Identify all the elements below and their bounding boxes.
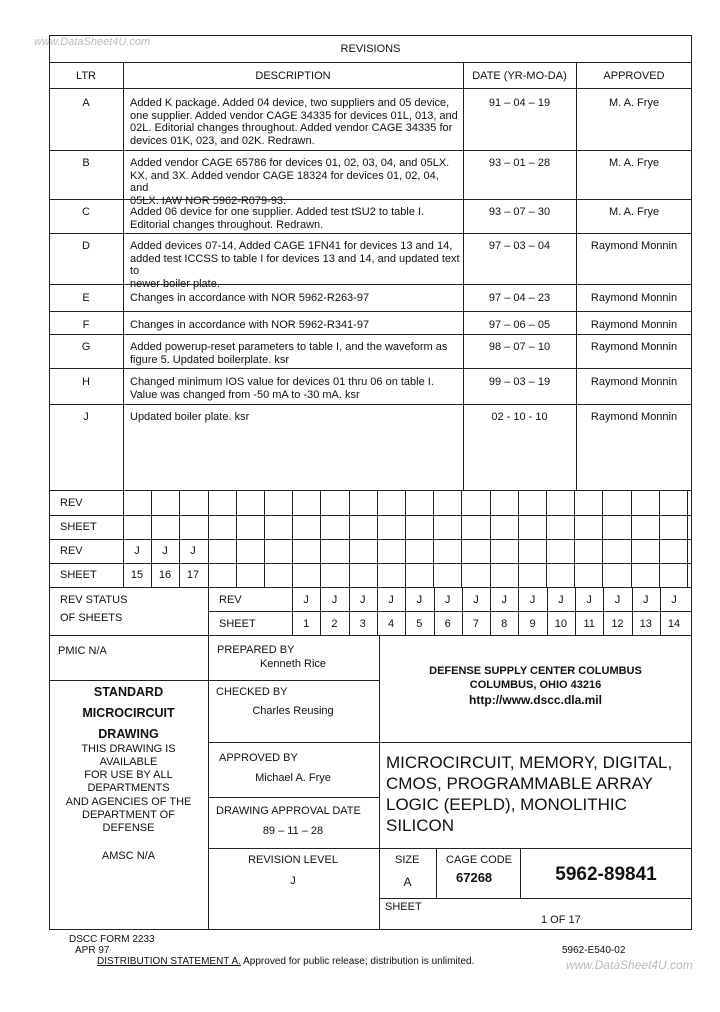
revision-level: J (290, 875, 296, 887)
approved-by-label: APPROVED BY (219, 752, 298, 764)
rev-status-rev-cell: J (359, 594, 366, 606)
grid-line (433, 490, 434, 587)
doc-number: 5962-E540-02 (562, 945, 626, 956)
availability-text: DEPARTMENTS (87, 782, 170, 794)
grid-rev-cell: J (134, 545, 140, 557)
divider (208, 742, 692, 743)
rev-date: 93 – 01 – 28 (488, 157, 551, 169)
pmic: PMIC N/A (58, 645, 107, 657)
divider (208, 680, 379, 681)
rev-status-rev-cell: J (558, 594, 564, 606)
rev-approved: Raymond Monnin (590, 376, 678, 388)
rev-date: 91 – 04 – 19 (488, 97, 551, 109)
rev-status-rev-cell: J (473, 594, 479, 606)
rev-description: Changes in accordance with NOR 5962-R341-97 (130, 319, 370, 331)
divider (49, 284, 692, 285)
grid-sheet-cell: 16 (158, 569, 172, 581)
rev-status-rev-cell: J (614, 594, 621, 606)
rev-status-sheet-cell: 6 (444, 618, 451, 630)
rev-status-rev-cell: J (586, 594, 592, 606)
divider (49, 150, 692, 151)
rev-status-rev-cell: J (388, 594, 394, 606)
grid-line (405, 490, 406, 587)
divider (208, 797, 379, 798)
rev-status-sheet-cell: 10 (554, 618, 567, 630)
rev-status-rev-cell: J (444, 594, 451, 606)
divider (379, 898, 692, 899)
rev-status-rev-cell: J (331, 594, 338, 606)
grid-sheet-cell: 17 (186, 569, 200, 581)
rev-date: 93 – 07 – 30 (488, 206, 551, 218)
divider (49, 199, 692, 200)
rev-status-sheet-cell: 14 (667, 618, 681, 630)
grid-sheet-cell: 15 (130, 569, 144, 581)
rev-status-rev-cell: J (416, 594, 423, 606)
grid-sheet-label: SHEET (60, 569, 97, 581)
revision-level-label: REVISION LEVEL (248, 854, 338, 866)
prepared-by-label: PREPARED BY (217, 644, 295, 656)
availability-text: DEFENSE (102, 822, 155, 834)
approval-date: 89 – 11 – 28 (262, 825, 324, 837)
col-divider (576, 62, 577, 490)
agency-url: http://www.dscc.dla.mil (469, 693, 602, 707)
rev-ltr: F (82, 319, 90, 331)
revisions-title: REVISIONS (340, 43, 401, 55)
col-divider (436, 848, 437, 898)
rev-date: 97 – 06 – 05 (488, 319, 551, 331)
availability-text: THIS DRAWING IS (81, 743, 176, 755)
grid-line (264, 490, 265, 587)
rev-approved: Raymond Monnin (590, 319, 678, 331)
amsc: AMSC N/A (101, 850, 156, 862)
rev-ltr: A (82, 97, 90, 109)
grid-line (574, 490, 575, 587)
rev-approved: Raymond Monnin (590, 341, 678, 353)
divider (49, 88, 692, 89)
grid-rev-label: REV (60, 545, 83, 557)
form-number: DSCC FORM 2233 (69, 934, 155, 945)
grid-line (377, 490, 378, 587)
watermark-bottom: www.DataSheet4U.com (566, 958, 693, 972)
availability-text: FOR USE BY ALL (84, 769, 173, 781)
rev-ltr: J (83, 411, 89, 423)
rev-status-sheet-cell: 3 (359, 618, 366, 630)
rev-status-rev-cell: J (529, 594, 536, 606)
rev-description: Added vendor CAGE 65786 for devices 01, 02, 03, 04, and 05LX. KX, and 3X. Added vendor CAGE 18324 for devices 01, 02, 04, and 05LX. IAW NOR 5962-R079-93. (130, 157, 450, 207)
rev-description: Changes in accordance with NOR 5962-R263-97 (130, 292, 370, 304)
divider (49, 539, 692, 540)
header-date: DATE (YR-MO-DA) (472, 70, 567, 82)
rev-approved: Raymond Monnin (590, 411, 678, 423)
rev-ltr: C (82, 206, 90, 218)
rev-approved: Raymond Monnin (590, 240, 678, 252)
sheet-label: SHEET (385, 901, 422, 913)
grid-line (461, 490, 462, 587)
rev-status-sheet-cell: 7 (472, 618, 479, 630)
rev-status-rev-cell: J (501, 594, 507, 606)
rev-date: 97 – 04 – 23 (488, 292, 551, 304)
rev-status-sheet-cell: 13 (639, 618, 652, 630)
rev-ltr: H (82, 376, 90, 388)
rev-description: Added 06 device for one supplier. Added test tSU2 to table I. Editorial changes throughout. Redrawn. (130, 206, 425, 231)
rev-date: 97 – 03 – 04 (488, 240, 551, 252)
rev-status-rev-cell: J (671, 594, 677, 606)
rev-status-rev-label: REV (219, 594, 242, 606)
grid-line (546, 490, 547, 587)
grid-line (236, 490, 237, 587)
cage-code-value: 67268 (456, 870, 493, 885)
standard-title: DRAWING (98, 727, 159, 741)
rev-description: Added devices 07-14, Added CAGE 1FN41 for devices 13 and 14, added test ICCSS to table I for devices 13 and 14, and updated text to newer boiler plate. (130, 240, 460, 290)
divider (49, 515, 692, 516)
grid-line (490, 490, 491, 587)
header-approved: APPROVED (603, 70, 665, 82)
size-value: A (403, 875, 412, 889)
divider (49, 404, 692, 405)
divider (49, 635, 692, 636)
rev-status-rev-cell: J (642, 594, 649, 606)
rev-approved: Raymond Monnin (590, 292, 678, 304)
grid-line (659, 490, 660, 587)
grid-rev-cell: J (190, 545, 196, 557)
cage-code-label: CAGE CODE (446, 854, 513, 866)
rev-status-label: OF SHEETS (60, 612, 123, 624)
divider (49, 587, 692, 588)
divider (49, 680, 208, 681)
approved-by: Michael A. Frye (255, 772, 331, 784)
grid-line (602, 490, 603, 587)
rev-approved: M. A. Frye (608, 97, 660, 109)
standard-title: MICROCIRCUIT (82, 706, 175, 720)
size-label: SIZE (395, 854, 420, 866)
rev-date: 99 – 03 – 19 (488, 376, 551, 388)
rev-ltr: B (82, 157, 90, 169)
rev-description: Changed minimum IOS value for devices 01 thru 06 on table I. Value was changed from -50 mA to -30 mA. ksr (130, 376, 434, 401)
agency-name: DEFENSE SUPPLY CENTER COLUMBUS (429, 665, 642, 677)
rev-ltr: E (82, 292, 90, 304)
rev-status-sheet-cell: 5 (416, 618, 423, 630)
approval-date-label: DRAWING APPROVAL DATE (216, 805, 361, 817)
prepared-by: Kenneth Rice (259, 658, 327, 670)
distribution-statement (97, 955, 474, 968)
divider (49, 62, 692, 63)
agency-address: COLUMBUS, OHIO 43216 (469, 679, 602, 691)
rev-date: 02 - 10 - 10 (491, 411, 548, 423)
divider (49, 563, 692, 564)
checked-by: Charles Reusing (252, 705, 334, 717)
rev-description: Added powerup-reset parameters to table I, and the waveform as figure 5. Updated boilerplate. ksr (130, 341, 448, 366)
rev-ltr: D (82, 240, 90, 252)
divider (208, 611, 692, 612)
availability-text: AVAILABLE (99, 756, 158, 768)
rev-status-sheet-cell: 1 (303, 618, 310, 630)
col-divider (463, 62, 464, 490)
rev-date: 98 – 07 – 10 (488, 341, 551, 353)
standard-title: STANDARD (93, 685, 164, 699)
rev-status-sheet-cell: 4 (387, 618, 395, 630)
rev-approved: M. A. Frye (608, 157, 660, 169)
rev-description: Updated boiler plate. ksr (130, 411, 250, 423)
grid-line (687, 490, 688, 587)
availability-text: DEPARTMENT OF (82, 809, 175, 821)
rev-status-sheet-cell: 12 (611, 618, 624, 630)
form-date: APR 97 (75, 945, 110, 956)
rev-description: Added K package. Added 04 device, two suppliers and 05 device, one supplier. Added vendor CAGE 34335 for devices 01L, 013, and 02L. Editorial changes throughout. Added vendor CAGE 34335 for devices 01K, 023, and 02K. Redrawn. (130, 97, 458, 147)
rev-status-sheet-cell: 2 (331, 618, 338, 630)
grid-line (320, 490, 321, 587)
grid-line (631, 490, 632, 587)
sheet-value: 1 OF 17 (541, 914, 581, 926)
rev-approved: M. A. Frye (608, 206, 660, 218)
checked-by-label: CHECKED BY (216, 686, 288, 698)
drawing-title-line: CMOS, PROGRAMMABLE ARRAY (386, 774, 654, 793)
drawing-number: 5962-89841 (555, 864, 657, 885)
header-description: DESCRIPTION (255, 70, 331, 82)
rev-status-sheet-cell: 11 (583, 618, 595, 630)
grid-line (349, 490, 350, 587)
drawing-title-line: LOGIC (EEPLD), MONOLITHIC (386, 795, 627, 814)
divider (49, 368, 692, 369)
divider (49, 311, 692, 312)
divider (208, 848, 692, 849)
distribution-text: Approved for public release; distribution is unlimited. (240, 956, 475, 967)
drawing-title-line: MICROCIRCUIT, MEMORY, DIGITAL, (386, 753, 673, 772)
availability-text: AND AGENCIES OF THE (65, 796, 192, 808)
grid-rev-cell: J (162, 545, 168, 557)
rev-ltr: G (81, 341, 91, 353)
drawing-title-line: SILICON (386, 816, 455, 835)
divider (49, 233, 692, 234)
divider (49, 490, 692, 491)
distribution-label: DISTRIBUTION STATEMENT A. (97, 956, 241, 967)
rev-status-sheet-label: SHEET (219, 618, 256, 630)
divider (49, 334, 692, 335)
watermark-top: www.DataSheet4U.com (34, 36, 151, 48)
rev-status-sheet-cell: 9 (529, 618, 536, 630)
grid-line (292, 490, 293, 587)
grid-sheet-label: SHEET (60, 521, 97, 533)
header-ltr: LTR (76, 70, 96, 82)
col-divider (123, 62, 124, 490)
grid-line (518, 490, 519, 587)
grid-line (208, 490, 209, 587)
grid-rev-label: REV (60, 497, 83, 509)
rev-status-rev-cell: J (303, 594, 309, 606)
rev-status-sheet-cell: 8 (501, 618, 508, 630)
rev-status-label: REV STATUS (60, 594, 128, 606)
